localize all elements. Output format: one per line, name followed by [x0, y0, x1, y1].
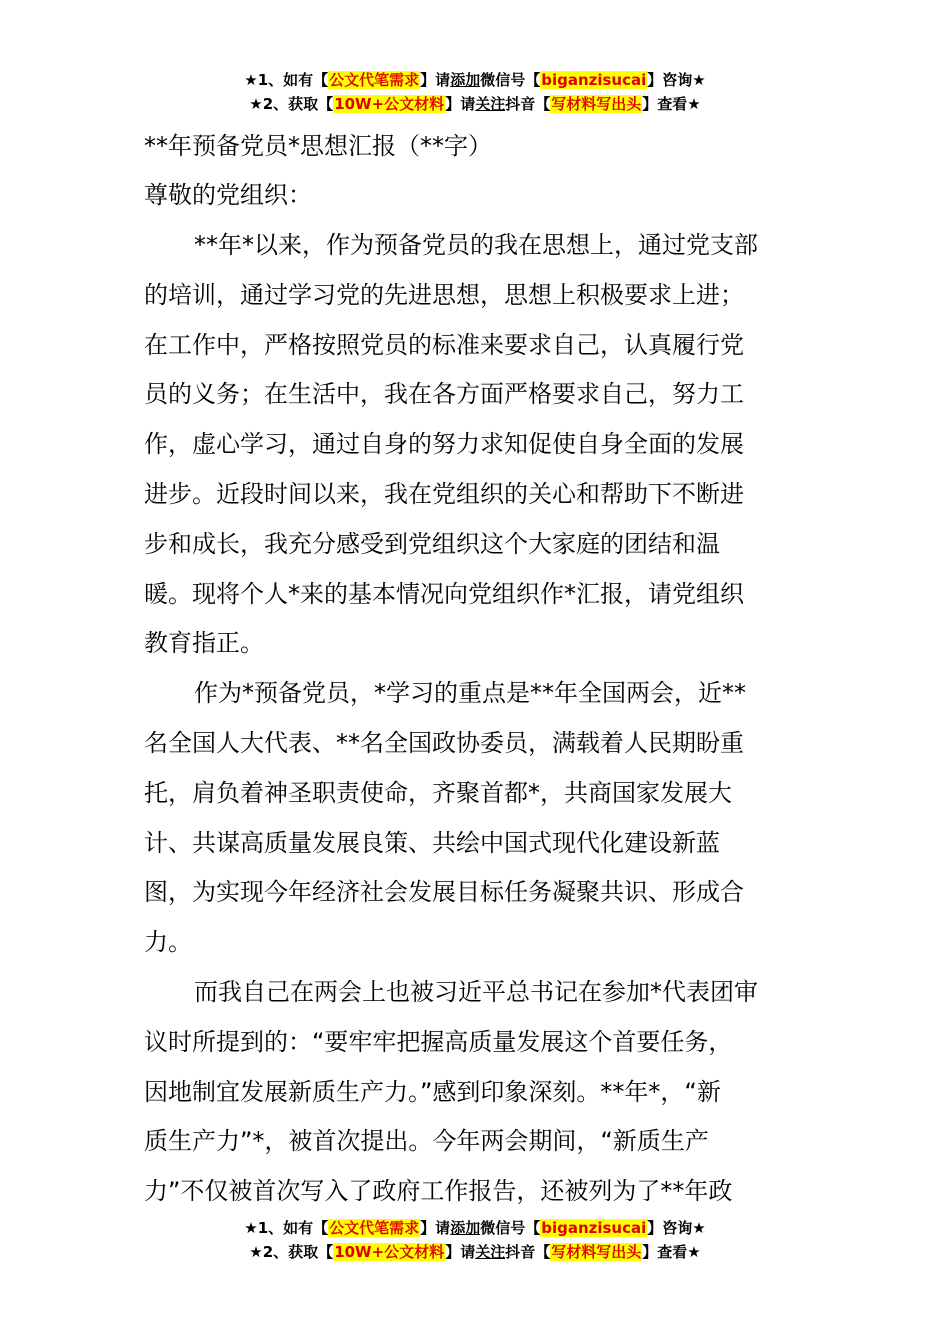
body-line: 图，为实现今年经济社会发展目标任务凝聚共识、形成合 — [144, 878, 744, 907]
promo-text: ★1、如有【 — [244, 71, 329, 89]
promo-banner-bottom — [0, 1216, 950, 1264]
body-line: 教育指正。 — [144, 629, 264, 658]
promo-underline: 添加 — [450, 1219, 481, 1237]
promo-text: 】请 — [445, 95, 476, 113]
promo-text: 】请 — [420, 71, 451, 89]
promo-banner-top — [0, 68, 950, 116]
body-line: **年*以来，作为预备党员的我在思想上，通过党支部 — [194, 231, 758, 259]
greeting: 尊敬的党组织： — [144, 181, 312, 209]
body-line: 托，肩负着神圣职责使命，齐聚首都*，共商国家发展大 — [144, 778, 732, 807]
promo-highlight: biganzisucai — [541, 71, 647, 89]
promo-text: 微信号【 — [480, 71, 541, 89]
body-line: 计、共谋高质量发展良策、共绘中国式现代化建设新蓝 — [144, 828, 720, 857]
promo-underline: 添加 — [450, 71, 481, 89]
document-title: **年预备党员*思想汇报（**字） — [144, 132, 492, 160]
promo-line-2 — [0, 92, 950, 116]
promo-highlight: 写材料写出头 — [551, 1243, 642, 1261]
promo-text: ★1、如有【 — [244, 1219, 329, 1237]
body-line: 议时所提到的：“要牢牢把握高质量发展这个首要任务， — [144, 1027, 733, 1056]
promo-text: 】查看★ — [642, 1243, 701, 1261]
promo-text: ★2、获取【 — [249, 1243, 334, 1261]
promo-line-1 — [0, 68, 950, 92]
document-body — [144, 228, 814, 1224]
body-line: 在工作中，严格按照党员的标准来要求自己，认真履行党 — [144, 330, 744, 359]
promo-underline: 关注 — [475, 1243, 506, 1261]
body-line: 作为*预备党员，*学习的重点是**年全国两会，近** — [194, 679, 746, 708]
promo-text: 】咨询★ — [647, 71, 706, 89]
body-line: 名全国人大代表、**名全国政协委员，满载着人民期盼重 — [144, 728, 744, 757]
promo-highlight: biganzisucai — [541, 1219, 647, 1237]
body-line: 而我自己在两会上也被习近平总书记在参加*代表团审 — [194, 977, 758, 1006]
promo-text: 】咨询★ — [647, 1219, 706, 1237]
promo-text: 】请 — [420, 1219, 451, 1237]
body-line: 暖。现将个人*来的基本情况向党组织作*汇报，请党组织 — [144, 579, 744, 608]
body-line: 步和成长，我充分感受到党组织这个大家庭的团结和温 — [144, 529, 720, 558]
promo-highlight: 写材料写出头 — [551, 95, 642, 113]
promo-line-1 — [0, 1216, 950, 1240]
body-line: 力”不仅被首次写入了政府工作报告，还被列为了**年政 — [144, 1177, 733, 1206]
promo-underline: 关注 — [475, 95, 506, 113]
promo-text: 】查看★ — [642, 95, 701, 113]
body-line: 作，虚心学习，通过自身的努力求知促使自身全面的发展 — [144, 430, 744, 459]
promo-text: 】请 — [445, 1243, 476, 1261]
body-line: 进步。近段时间以来，我在党组织的关心和帮助下不断进 — [144, 479, 744, 508]
promo-line-2 — [0, 1240, 950, 1264]
promo-highlight: 公文代笔需求 — [329, 1219, 420, 1237]
promo-highlight: 公文代笔需求 — [329, 71, 420, 89]
promo-highlight: 10W+公文材料 — [334, 1243, 445, 1261]
body-line: 员的义务；在生活中，我在各方面严格要求自己，努力工 — [144, 380, 744, 409]
promo-text: 抖音【 — [505, 95, 551, 113]
promo-text: 抖音【 — [505, 1243, 551, 1261]
body-line: 力。 — [144, 928, 192, 957]
promo-text: ★2、获取【 — [249, 95, 334, 113]
promo-highlight: 10W+公文材料 — [334, 95, 445, 113]
body-line: 的培训，通过学习党的先进思想，思想上积极要求上进； — [144, 280, 744, 309]
body-line: 质生产力”*，被首次提出。今年两会期间，“新质生产 — [144, 1127, 709, 1156]
body-line: 因地制宜发展新质生产力。”感到印象深刻。**年*，“新 — [144, 1077, 721, 1106]
promo-text: 微信号【 — [480, 1219, 541, 1237]
